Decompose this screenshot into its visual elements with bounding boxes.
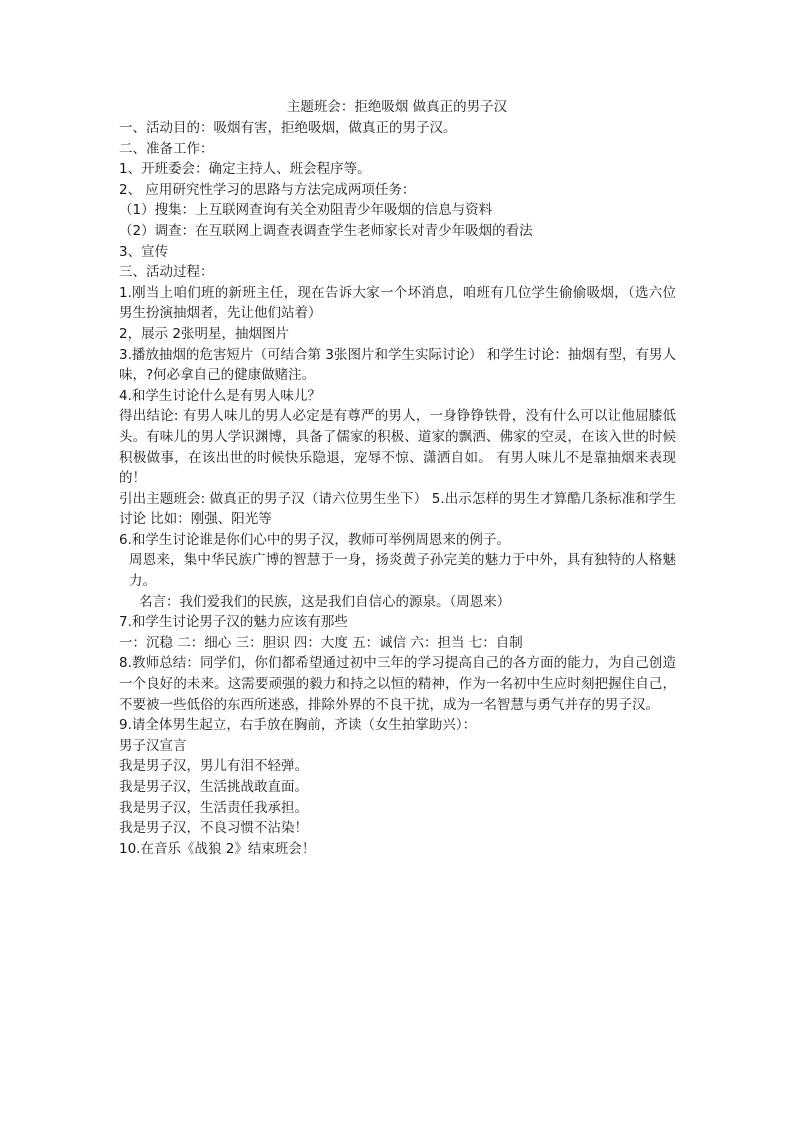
paragraph-prep-item-2: 2、 应用研究性学习的思路与方法完成两项任务： xyxy=(119,181,416,198)
paragraph-declaration-line-3: 我是男子汉，生活责任我承担。 xyxy=(119,799,308,816)
paragraph-prep-sub-1: （1）搜集：上互联网查询有关全劝阻青少年吸烟的信息与资料 xyxy=(119,202,493,219)
paragraph-declaration-line-1: 我是男子汉，男儿有泪不轻弹。 xyxy=(119,758,308,775)
paragraph-prep-sub-2: （2）调查：在互联网上调查表调查学生老师家长对青少年吸烟的看法 xyxy=(119,222,533,239)
paragraph-step-3: 3.播放抽烟的危害短片（可结合第 3张图片和学生实际讨论） 和学生讨论：抽烟有型，有男人味，?何必拿自己的健康做赌注。 xyxy=(119,346,676,384)
paragraph-declaration-title: 男子汉宣言 xyxy=(119,737,187,754)
paragraph-step-1: 1.刚当上咱们班的新班主任，现在告诉大家一个坏消息，咱班有几位学生偷偷吸烟，（选六位男生扮演抽烟者，先让他们站着） xyxy=(119,284,676,322)
paragraph-process-heading: 三、活动过程： xyxy=(119,264,214,281)
paragraph-conclusion: 得出结论: 有男人味儿的男人必定是有尊严的男人，一身铮铮铁骨，没有什么可以让他屈膝低头。有味儿的男人学识渊博，具备了儒家的积极、道家的飘洒、佛家的空灵，在该入世的时候积极做事，在该出世的时候快乐隐退，宠辱不惊、潇洒自如。 有男人味儿不是靠抽烟来表现的！ xyxy=(119,408,676,487)
paragraph-activity-goal: 一、活动目的：吸烟有害，拒绝吸烟，做真正的男子汉。 xyxy=(119,120,457,136)
paragraph-preparation-heading: 二、准备工作： xyxy=(119,140,214,157)
paragraph-step-10: 10.在音乐《战狼 2》结束班会！ xyxy=(119,840,316,857)
document-body xyxy=(119,118,676,859)
paragraph-teacher-summary: 8.教师总结：同学们，你们都希望通过初中三年的学习提高自己的各方面的能力，为自己创造一个良好的未来。这需要顽强的毅力和持之以恒的精神，作为一名初中生应时刻把握住自己，不要被一些低俗的东西所迷惑，排除外界的不良干扰，成为一名智慧与勇气并存的男子汉。 xyxy=(119,655,676,713)
paragraph-zhou-enlai: 周恩来，集中华民族广博的智慧于一身，扬炎黄子孙完美的魅力于中外，具有独特的人格魅力。 xyxy=(129,552,676,590)
paragraph-quote: 名言：我们爱我们的民族，这是我们自信心的源泉。（周恩来） xyxy=(139,593,511,610)
paragraph-step-6: 6.和学生讨论谁是你们心中的男子汉，教师可举例周恩来的例子。 xyxy=(119,531,510,548)
paragraph-step-9: 9.请全体男生起立，右手放在胸前，齐读（女生拍掌助兴）： xyxy=(119,717,477,734)
paragraph-theme-intro: 引出主题班会: 做真正的男子汉（请六位男生坐下） 5.出示怎样的男生才算酷几条标准和学生讨论 比如：刚强、阳光等 xyxy=(119,490,676,528)
paragraph-prep-item-1: 1、开班委会：确定主持人、班会程序等。 xyxy=(119,161,371,178)
paragraph-declaration-line-2: 我是男子汉，生活挑战敢直面。 xyxy=(119,779,308,795)
document-title: 主题班会：拒绝吸烟 做真正的男子汉 xyxy=(286,99,508,115)
paragraph-charm-list: 一：沉稳 二：细心 三：胆识 四：大度 五：诚信 六：担当 七：自制 xyxy=(119,634,523,651)
paragraph-step-4: 4.和学生讨论什么是有男人味儿？ xyxy=(119,387,321,404)
paragraph-declaration-line-4: 我是男子汉，不良习惯不沾染！ xyxy=(119,820,308,837)
paragraph-step-2: 2，展示 2张明星，抽烟图片 xyxy=(119,325,289,342)
paragraph-prep-item-3: 3、宣传 xyxy=(119,243,169,260)
paragraph-step-7: 7.和学生讨论男子汉的魅力应该有那些 xyxy=(119,614,348,631)
